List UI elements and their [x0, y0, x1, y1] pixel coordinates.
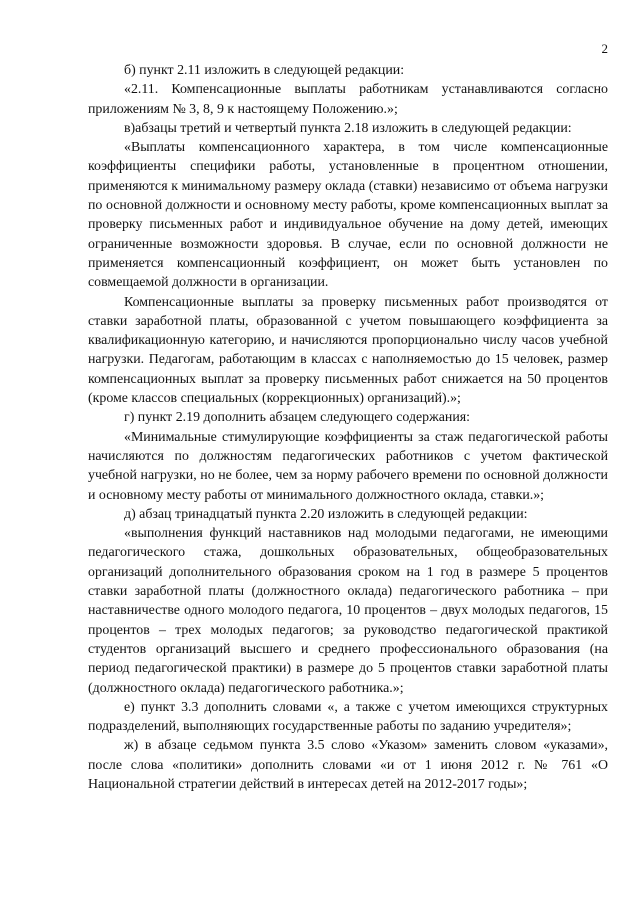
- page-number: 2: [601, 41, 608, 56]
- paragraph-v: в)абзацы третий и четвертый пункта 2.18 изложить в следующей редакции:: [124, 120, 572, 136]
- paragraph-b-text: «2.11. Компенсационные выплаты работникам устанавливаются согласно приложениям № 3, 8, 9 к настоящему Положению.»;: [88, 82, 608, 117]
- document-body: [88, 61, 608, 794]
- paragraph-e: е) пункт 3.3 дополнить словами «, а также с учетом имеющихся структурных подразделений, выполняющих государственные работы по заданию учредителя»;: [88, 699, 608, 735]
- paragraph-g-text: «Минимальные стимулирующие коэффициенты за стаж педагогической работы начисляются по должностям педагогических работников с учетом фактической учебной нагрузки, но не более, чем за норму рабочего времени по основной должности и основному месту работы от минимального должностного оклада, ставки.»;: [88, 429, 608, 503]
- paragraph-b: б) пункт 2.11 изложить в следующей редакции:: [124, 63, 405, 78]
- paragraph-g: г) пункт 2.19 дополнить абзацем следующего содержания:: [124, 410, 470, 426]
- paragraph-d: д) абзац тринадцатый пункта 2.20 изложить в следующей редакции:: [124, 506, 528, 522]
- paragraph-d-text: «выполнения функций наставников над молодыми педагогами, не имеющими педагогического стажа, дошкольных образовательных, общеобразовательных организаций дополнительного образования сроком на 1 год в размере 5 процентов ставки заработной платы (должностного оклада) педагогического работника – при наставничестве одного молодого педагога, 10 процентов – двух молодых педагогов, 15 процентов – трех молодых педагогов; за руководство педагогической практикой студентов организаций высшего и среднего профессионального образования (на период педагогической практики) в размере до 5 процентов ставки заработной платы (должностного оклада) педагогического работника.»;: [88, 526, 608, 696]
- paragraph-v-text-2: Компенсационные выплаты за проверку письменных работ производятся от ставки заработной платы, образованной с учетом повышающего коэффициента за квалификационную категорию, и начисляются пропорционально числу часов учебной нагрузки. Педагогам, работающим в классах с наполняемостью до 15 человек, размер компенсационных выплат за проверку письменных работ снижается на 50 процентов (кроме классов специальных (коррекционных) организаций).»;: [88, 294, 608, 407]
- paragraph-zh: ж) в абзаце седьмом пункта 3.5 слово «Указом» заменить словом «указами», после слова «политики» дополнить словами «и от 1 июня 2012 г. № 761 «О Национальной стратегии действий в интересах детей на 2012-2017 годы»;: [88, 738, 608, 792]
- paragraph-v-text-1: «Выплаты компенсационного характера, в том числе компенсационные коэффициенты специфики работы, установленные в процентном отношении, применяются к минимальному размеру оклада (ставки) независимо от объема нагрузки по основной должности и основному месту работы, кроме компенсационных выплат за проверку письменных работ и индивидуальное обучение на дому детей, имеющих ограниченные возможности здоровья. В случае, если по основной должности не применяется компенсационный коэффициент, он может быть установлен по совмещаемой должности в организации.: [88, 140, 608, 291]
